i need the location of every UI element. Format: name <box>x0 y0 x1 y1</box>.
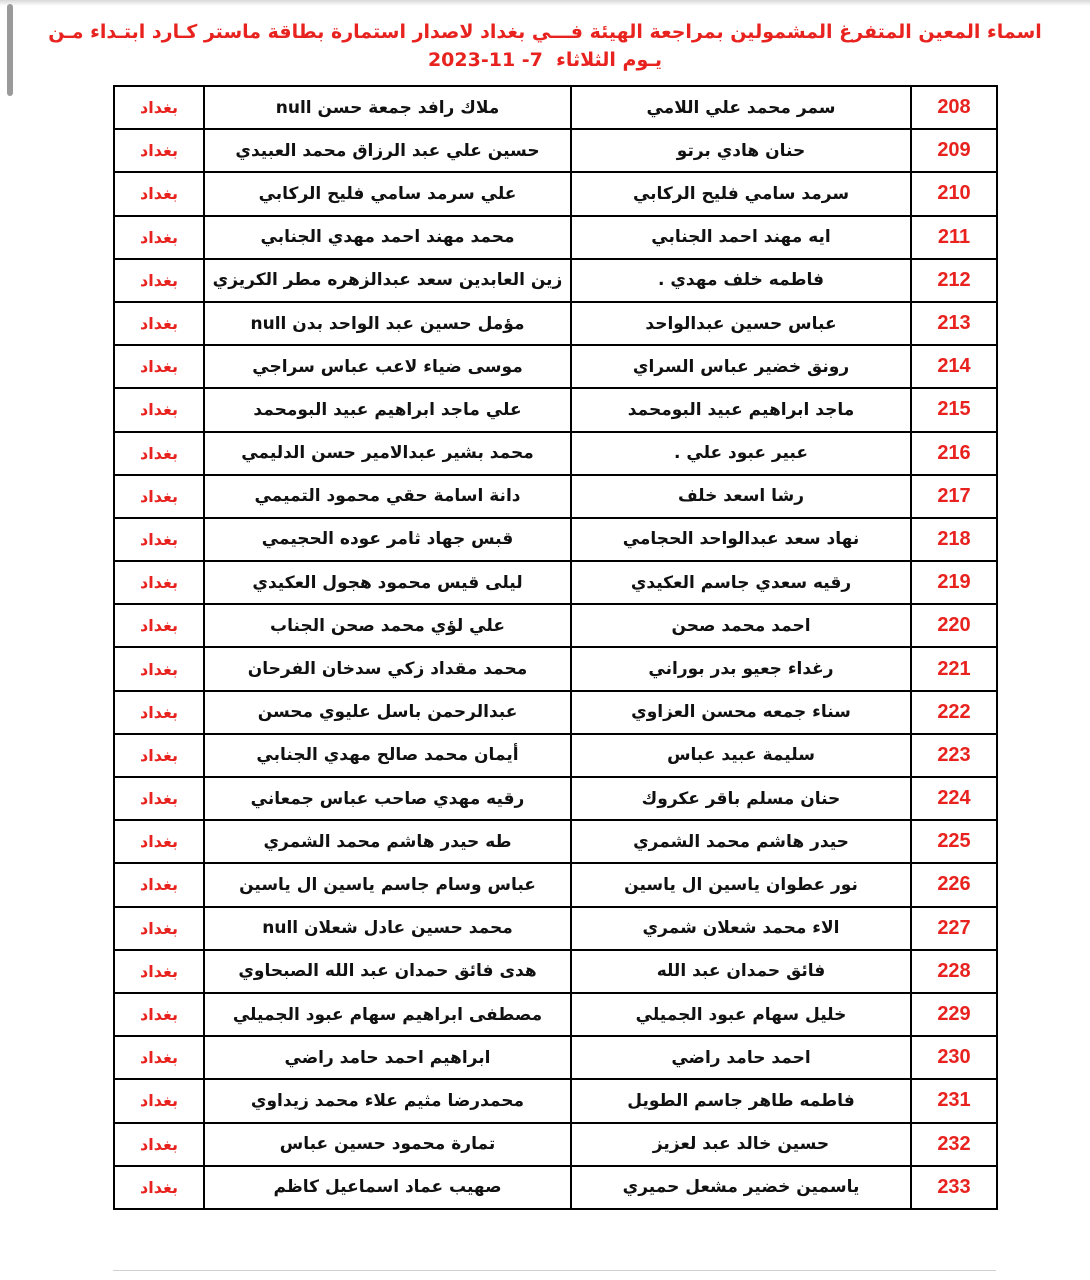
table-row <box>114 86 997 129</box>
employee-name: احمد محمد صحن <box>571 604 911 647</box>
city-cell: بغداد <box>114 388 204 431</box>
row-number: 229 <box>911 993 997 1036</box>
table-row <box>114 734 997 777</box>
bottom-rule <box>113 1270 996 1271</box>
beneficiary-name: صهيب عماد اسماعيل كاظم <box>204 1166 571 1209</box>
table-row <box>114 993 997 1036</box>
beneficiary-name: موسى ضياء لاعب عباس سراجي <box>204 345 571 388</box>
row-number: 209 <box>911 129 997 172</box>
beneficiary-name: رقيه مهدي صاحب عباس جمعاني <box>204 777 571 820</box>
employee-name: فاطمه خلف مهدي . <box>571 259 911 302</box>
city-cell: بغداد <box>114 691 204 734</box>
beneficiary-name: أيمان محمد صالح مهدي الجنابي <box>204 734 571 777</box>
row-number: 228 <box>911 950 997 993</box>
beneficiary-name: محمدرضا مثيم علاء محمد زيداوي <box>204 1079 571 1122</box>
city-cell: بغداد <box>114 129 204 172</box>
table-row <box>114 1123 997 1166</box>
row-number: 223 <box>911 734 997 777</box>
row-number: 208 <box>911 86 997 129</box>
employee-name: عباس حسين عبدالواحد <box>571 302 911 345</box>
employee-name: حنان مسلم باقر عكروك <box>571 777 911 820</box>
row-number: 230 <box>911 1036 997 1079</box>
employee-name: حنان هادي برتو <box>571 129 911 172</box>
row-number: 210 <box>911 172 997 215</box>
names-table <box>113 85 998 1210</box>
table-row <box>114 432 997 475</box>
employee-name: سمر محمد علي اللامي <box>571 86 911 129</box>
city-cell: بغداد <box>114 1036 204 1079</box>
city-cell: بغداد <box>114 820 204 863</box>
row-number: 224 <box>911 777 997 820</box>
table-row <box>114 172 997 215</box>
city-cell: بغداد <box>114 345 204 388</box>
city-cell: بغداد <box>114 475 204 518</box>
employee-name: نور عطوان ياسين ال ياسين <box>571 863 911 906</box>
document-title <box>40 18 1050 74</box>
top-edge-shadow <box>0 0 1090 6</box>
beneficiary-name: عباس وسام جاسم ياسين ال ياسين <box>204 863 571 906</box>
title-line-2 <box>40 46 1050 74</box>
employee-name: الاء محمد شعلان شمري <box>571 907 911 950</box>
beneficiary-name: محمد بشير عبدالامير حسن الدليمي <box>204 432 571 475</box>
beneficiary-name: مؤمل حسين عبد الواحد بدن null <box>204 302 571 345</box>
table-row <box>114 647 997 690</box>
row-number: 212 <box>911 259 997 302</box>
employee-name: ياسمين خضير مشعل حميري <box>571 1166 911 1209</box>
city-cell: بغداد <box>114 1166 204 1209</box>
table-row <box>114 518 997 561</box>
beneficiary-name: دانة اسامة حقي محمود التميمي <box>204 475 571 518</box>
city-cell: بغداد <box>114 1079 204 1122</box>
row-number: 222 <box>911 691 997 734</box>
beneficiary-name: محمد مقداد زكي سدخان الفرحان <box>204 647 571 690</box>
beneficiary-name: زين العابدين سعد عبدالزهره مطر الكريزي <box>204 259 571 302</box>
city-cell: بغداد <box>114 518 204 561</box>
beneficiary-name: هدى فائق حمدان عبد الله الصبحاوي <box>204 950 571 993</box>
city-cell: بغداد <box>114 604 204 647</box>
employee-name: فاطمه طاهر جاسم الطويل <box>571 1079 911 1122</box>
scrollbar-thumb[interactable] <box>7 4 13 96</box>
table-row <box>114 691 997 734</box>
table-row <box>114 1079 997 1122</box>
row-number: 226 <box>911 863 997 906</box>
beneficiary-name: علي ماجد ابراهيم عبيد البومحمد <box>204 388 571 431</box>
city-cell: بغداد <box>114 86 204 129</box>
beneficiary-name: ليلى قيس محمود هجول العكيدي <box>204 561 571 604</box>
table-row <box>114 820 997 863</box>
table-row <box>114 863 997 906</box>
table-row <box>114 388 997 431</box>
row-number: 214 <box>911 345 997 388</box>
table-row <box>114 216 997 259</box>
employee-name: حيدر هاشم محمد الشمري <box>571 820 911 863</box>
employee-name: نهاد سعد عبدالواحد الحجامي <box>571 518 911 561</box>
row-number: 233 <box>911 1166 997 1209</box>
row-number: 225 <box>911 820 997 863</box>
table-row <box>114 907 997 950</box>
employee-name: رونق خضير عباس السراي <box>571 345 911 388</box>
beneficiary-name: عبدالرحمن باسل عليوي محسن <box>204 691 571 734</box>
table-row <box>114 475 997 518</box>
employee-name: عبير عبود علي . <box>571 432 911 475</box>
city-cell: بغداد <box>114 172 204 215</box>
row-number: 220 <box>911 604 997 647</box>
employee-name: ماجد ابراهيم عبيد البومحمد <box>571 388 911 431</box>
table-row <box>114 129 997 172</box>
employee-name: حسين خالد عبد لعزيز <box>571 1123 911 1166</box>
city-cell: بغداد <box>114 1123 204 1166</box>
row-number: 216 <box>911 432 997 475</box>
city-cell: بغداد <box>114 993 204 1036</box>
beneficiary-name: محمد مهند احمد مهدي الجنابي <box>204 216 571 259</box>
table-row <box>114 1036 997 1079</box>
employee-name: خليل سهام عبود الجميلي <box>571 993 911 1036</box>
employee-name: سناء جمعه محسن العزاوي <box>571 691 911 734</box>
row-number: 218 <box>911 518 997 561</box>
beneficiary-name: ملاك رافد جمعة حسن null <box>204 86 571 129</box>
city-cell: بغداد <box>114 561 204 604</box>
row-number: 219 <box>911 561 997 604</box>
row-number: 215 <box>911 388 997 431</box>
city-cell: بغداد <box>114 777 204 820</box>
employee-name: رشا اسعد خلف <box>571 475 911 518</box>
beneficiary-name: مصطفى ابراهيم سهام عبود الجميلي <box>204 993 571 1036</box>
table-row <box>114 302 997 345</box>
beneficiary-name: علي لؤي محمد صحن الجناب <box>204 604 571 647</box>
employee-name: رغداء جعيو بدر بوراني <box>571 647 911 690</box>
table-row <box>114 259 997 302</box>
city-cell: بغداد <box>114 216 204 259</box>
city-cell: بغداد <box>114 734 204 777</box>
table-row <box>114 604 997 647</box>
names-table-body <box>114 86 997 1209</box>
table-row <box>114 1166 997 1209</box>
beneficiary-name: طه حيدر هاشم محمد الشمري <box>204 820 571 863</box>
city-cell: بغداد <box>114 432 204 475</box>
city-cell: بغداد <box>114 302 204 345</box>
row-number: 217 <box>911 475 997 518</box>
employee-name: احمد حامد راضي <box>571 1036 911 1079</box>
table-row <box>114 561 997 604</box>
beneficiary-name: محمد حسين عادل شعلان null <box>204 907 571 950</box>
employee-name: فائق حمدان عبد الله <box>571 950 911 993</box>
beneficiary-name: ابراهيم احمد حامد راضي <box>204 1036 571 1079</box>
employee-name: رقيه سعدي جاسم العكيدي <box>571 561 911 604</box>
row-number: 227 <box>911 907 997 950</box>
city-cell: بغداد <box>114 863 204 906</box>
row-number: 231 <box>911 1079 997 1122</box>
table-row <box>114 345 997 388</box>
row-number: 213 <box>911 302 997 345</box>
title-date: 2023-11 -7 <box>427 49 543 71</box>
city-cell: بغداد <box>114 950 204 993</box>
table-row <box>114 777 997 820</box>
city-cell: بغداد <box>114 907 204 950</box>
employee-name: سليمة عبيد عباس <box>571 734 911 777</box>
row-number: 232 <box>911 1123 997 1166</box>
employee-name: ايه مهند احمد الجنابي <box>571 216 911 259</box>
beneficiary-name: تمارة محمود حسين عباس <box>204 1123 571 1166</box>
city-cell: بغداد <box>114 259 204 302</box>
title-line-1: اسماء المعين المتفرغ المشمولين بمراجعة الهيئة فـــي بغداد لاصدار استمارة بطاقة ماستر كـارد ابتـداء مـن <box>48 21 1042 43</box>
title-day: يـوم الثلاثاء <box>556 49 663 71</box>
row-number: 221 <box>911 647 997 690</box>
table-row <box>114 950 997 993</box>
beneficiary-name: حسين علي عبد الرزاق محمد العبيدي <box>204 129 571 172</box>
employee-name: سرمد سامي فليح الركابي <box>571 172 911 215</box>
beneficiary-name: علي سرمد سامي فليح الركابي <box>204 172 571 215</box>
beneficiary-name: قبس جهاد ثامر عوده الحجيمي <box>204 518 571 561</box>
row-number: 211 <box>911 216 997 259</box>
city-cell: بغداد <box>114 647 204 690</box>
